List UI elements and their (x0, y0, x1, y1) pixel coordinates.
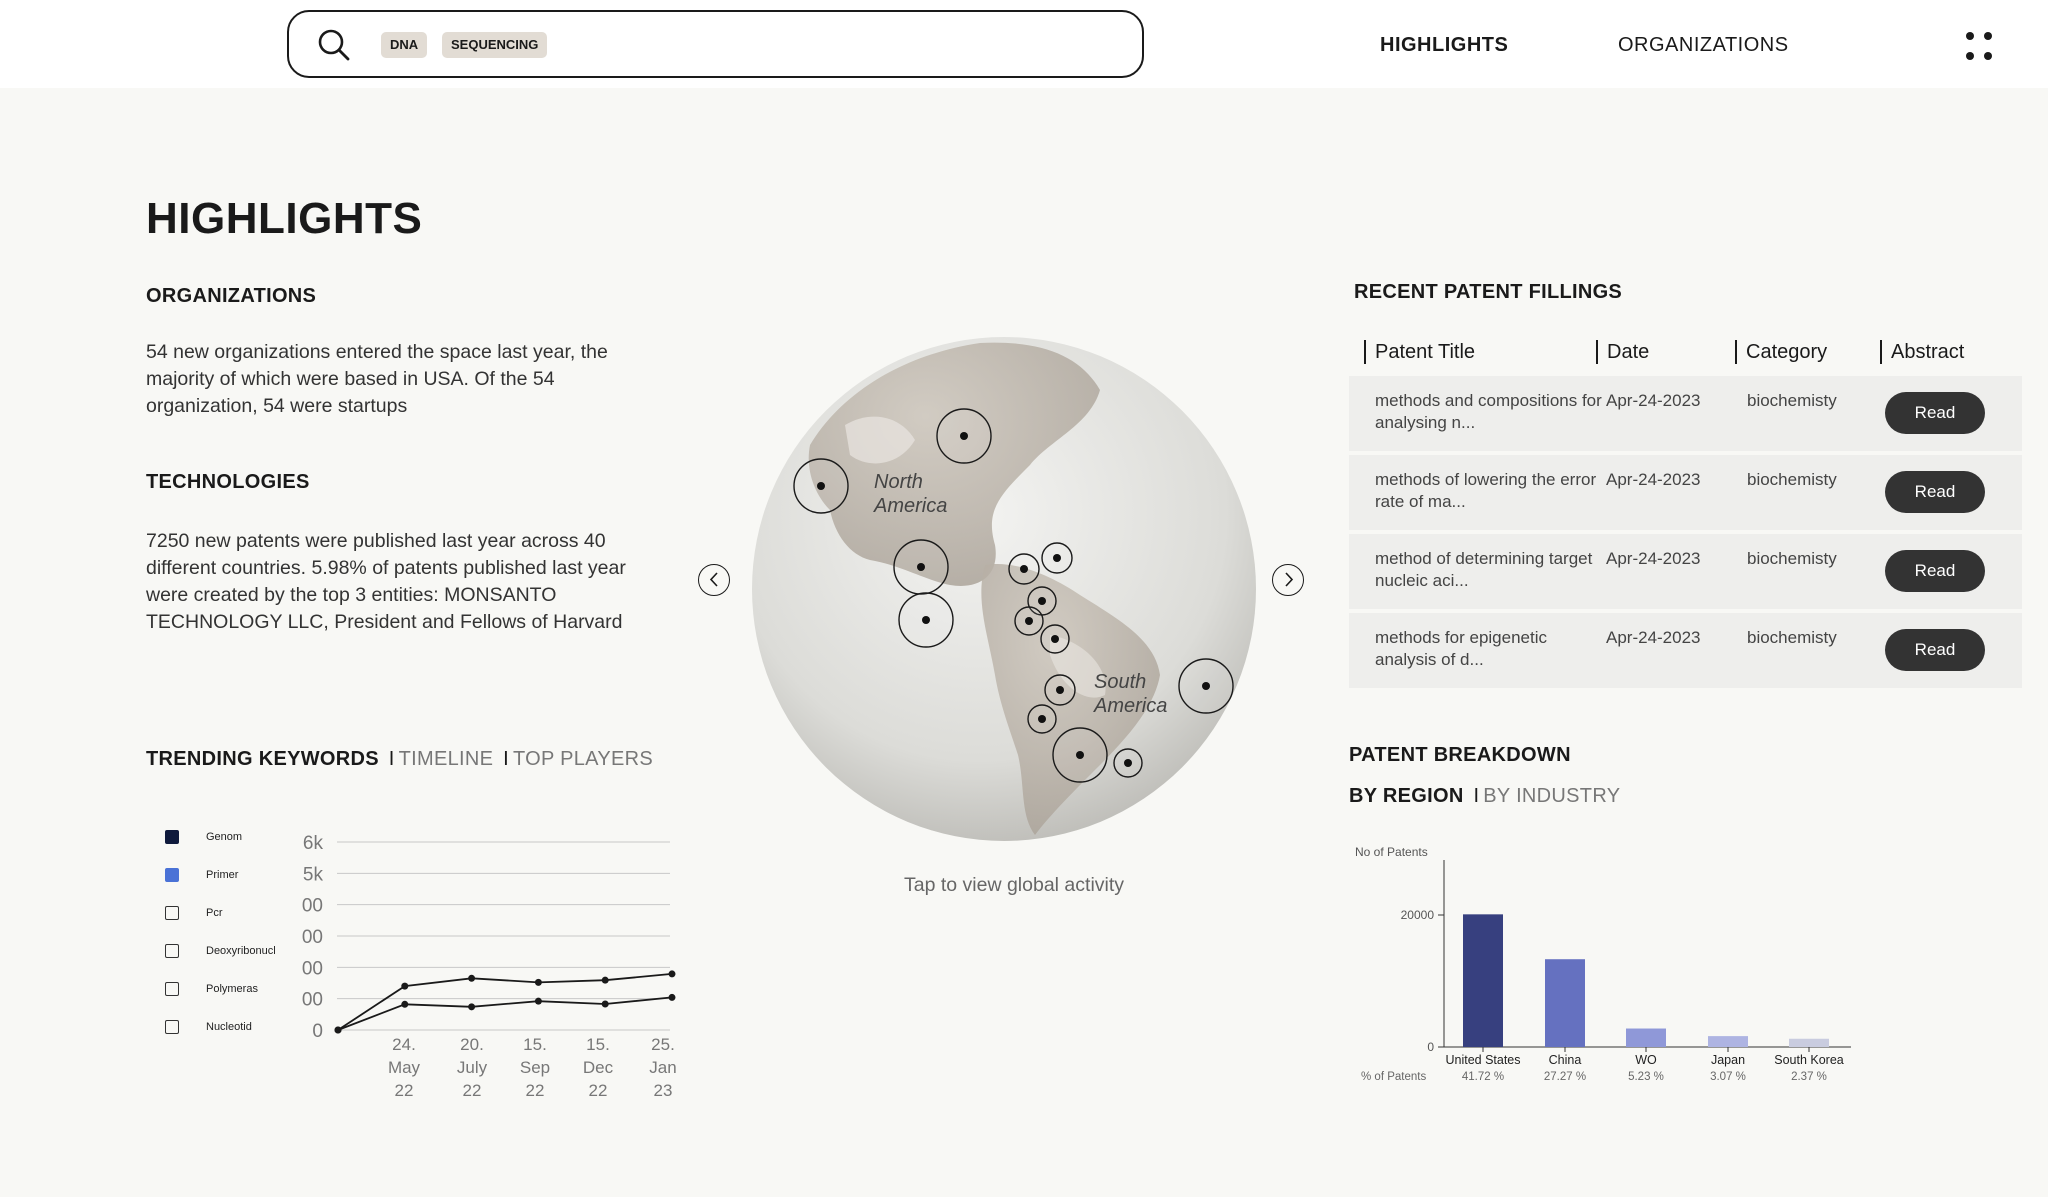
x-tick-label: 20. (460, 1035, 484, 1054)
x-tick-label: 23 (653, 1081, 673, 1100)
percent-row-label: % of Patents (1361, 1071, 1427, 1083)
patent-category: biochemisty (1747, 628, 1837, 647)
legend-checkbox[interactable] (165, 830, 179, 844)
trending-tabs (146, 748, 653, 771)
data-point[interactable] (335, 1027, 342, 1034)
nav-organizations[interactable]: ORGANIZATIONS (1618, 34, 1789, 56)
percent-label: 5.23 % (1628, 1071, 1664, 1083)
legend-label: Deoxyribonucl (206, 945, 276, 957)
legend-checkbox[interactable] (165, 1020, 179, 1034)
y-tick-label: 00 (301, 958, 323, 980)
patent-date: Apr-24-2023 (1606, 470, 1701, 489)
tab-top-players[interactable]: TOP PLAYERS (512, 748, 653, 770)
y-tick-label: 6k (302, 833, 323, 854)
legend-label: Nucleotid (206, 1021, 252, 1033)
patent-category: biochemisty (1747, 549, 1837, 568)
legend-checkbox[interactable] (165, 906, 179, 920)
recent-patents-title: RECENT PATENT FILLINGS (1354, 281, 1623, 303)
percent-label: 27.27 % (1543, 1071, 1587, 1083)
x-tick-label: 22 (525, 1081, 545, 1100)
y-tick-label: 00 (301, 895, 323, 917)
tab-timeline[interactable]: TIMELINE (398, 748, 494, 770)
activity-marker-dot (1038, 597, 1046, 605)
trending-keywords-chart (280, 820, 700, 1100)
chevron-right-icon (1274, 565, 1303, 594)
x-tick-label: 24. (392, 1035, 416, 1054)
legend-label: Primer (206, 869, 239, 881)
globe-prev-button[interactable] (698, 564, 730, 596)
globe-next-button[interactable] (1272, 564, 1304, 596)
bar-south-korea[interactable] (1789, 1039, 1829, 1047)
table-row[interactable] (1349, 376, 2022, 451)
x-tick-label: Dec (582, 1058, 614, 1077)
patent-title: method of determining target nucleic aci... (1375, 549, 1593, 590)
menu-dots-icon[interactable] (1966, 32, 1994, 64)
y-tick-label: 0 (312, 1021, 323, 1042)
bar-wo[interactable] (1626, 1029, 1666, 1047)
col-date[interactable]: Date (1596, 340, 1649, 364)
legend-checkbox[interactable] (165, 944, 179, 958)
col-patent-title[interactable]: Patent Title (1364, 340, 1475, 364)
activity-marker-dot (917, 563, 925, 571)
x-tick-label: Japan (1710, 1053, 1746, 1067)
tab-separator: I (503, 748, 509, 770)
x-tick-label: United States (1445, 1053, 1521, 1067)
y-tick-label: 00 (301, 927, 323, 948)
patent-region-chart (1349, 838, 1869, 1088)
legend-label: Polymeras (206, 983, 258, 995)
x-tick-label: South Korea (1774, 1053, 1844, 1067)
col-abstract: Abstract (1880, 340, 1964, 364)
tab-trending-keywords[interactable]: TRENDING KEYWORDS (146, 748, 379, 770)
x-tick-label: WO (1635, 1053, 1657, 1067)
activity-marker-dot (922, 616, 930, 624)
legend-checkbox[interactable] (165, 982, 179, 996)
patent-date: Apr-24-2023 (1606, 549, 1701, 568)
activity-marker-dot (1051, 635, 1059, 643)
globe-label-america: America (874, 495, 948, 517)
patent-title: methods and compositions for analysing n... (1375, 391, 1602, 432)
search-chip-dna[interactable]: DNA (381, 32, 427, 58)
data-point[interactable] (669, 994, 676, 1001)
globe-label-south: South (1094, 671, 1147, 693)
x-tick-label: 15. (523, 1035, 547, 1054)
search-icon[interactable] (317, 28, 351, 62)
data-point[interactable] (468, 1003, 475, 1010)
globe-label-north: North (874, 471, 923, 493)
activity-marker-dot (1053, 554, 1061, 562)
table-row[interactable] (1349, 455, 2022, 530)
x-tick-label: China (1548, 1053, 1582, 1067)
x-tick-label: May (387, 1058, 421, 1077)
data-point[interactable] (602, 1000, 609, 1007)
globe-map[interactable] (750, 335, 1258, 843)
nav-highlights[interactable]: HIGHLIGHTS (1380, 34, 1509, 56)
data-point[interactable] (669, 970, 676, 977)
search-chip-sequencing[interactable]: SEQUENCING (442, 32, 547, 58)
percent-label: 41.72 % (1461, 1071, 1505, 1083)
legend-label: Pcr (206, 907, 223, 919)
y-tick-label: 5k (302, 864, 323, 886)
x-tick-label: July (456, 1058, 488, 1077)
x-tick-label: Jan (649, 1058, 677, 1077)
legend-checkbox[interactable] (165, 868, 179, 882)
patent-date: Apr-24-2023 (1606, 628, 1701, 647)
read-button[interactable]: Read (1885, 629, 1985, 671)
activity-marker-dot (1202, 682, 1210, 690)
patent-title: methods for epigenetic analysis of d... (1375, 628, 1547, 669)
top-header (0, 0, 2048, 88)
data-point[interactable] (468, 975, 475, 982)
x-tick-label: 25. (651, 1035, 675, 1054)
page-title: HIGHLIGHTS (146, 194, 423, 243)
data-point[interactable] (535, 979, 542, 986)
series-line-primer (338, 997, 672, 1030)
read-button[interactable]: Read (1885, 471, 1985, 513)
data-point[interactable] (401, 983, 408, 990)
table-row[interactable] (1349, 534, 2022, 609)
data-point[interactable] (535, 998, 542, 1005)
tab-separator: I (1473, 785, 1480, 807)
bar-japan[interactable] (1708, 1036, 1748, 1047)
legend-label: Genom (206, 831, 243, 843)
col-category[interactable]: Category (1735, 340, 1827, 364)
globe-caption: Tap to view global activity (904, 874, 1125, 896)
globe-label-america: America (1094, 695, 1168, 717)
percent-label: 2.37 % (1791, 1071, 1827, 1083)
read-button[interactable]: Read (1885, 392, 1985, 434)
y-axis-label: No of Patents (1355, 845, 1428, 859)
tab-by-industry[interactable]: BY INDUSTRY (1483, 785, 1621, 807)
technologies-title: TECHNOLOGIES (146, 471, 310, 493)
table-row[interactable] (1349, 613, 2022, 688)
y-tick-label: 00 (301, 989, 323, 1011)
tab-by-region[interactable]: BY REGION (1349, 785, 1464, 807)
chevron-left-icon (700, 565, 729, 594)
bar-china[interactable] (1545, 959, 1585, 1047)
x-tick-label: 22 (462, 1081, 482, 1100)
read-button[interactable]: Read (1885, 550, 1985, 592)
data-point[interactable] (401, 1001, 408, 1008)
search-bar[interactable] (287, 10, 1144, 78)
organizations-text: 54 new organizations entered the space last year, the majority of which were based in USA. Of the 54 organization, 54 were startups (146, 341, 608, 417)
bar-united-states[interactable] (1463, 914, 1503, 1047)
activity-marker-dot (817, 482, 825, 490)
x-tick-label: 15. (586, 1035, 610, 1054)
percent-label: 3.07 % (1710, 1071, 1746, 1083)
x-tick-label: Sep (519, 1058, 551, 1077)
activity-marker-dot (1076, 751, 1084, 759)
organizations-title: ORGANIZATIONS (146, 285, 317, 307)
y-tick-label: 20000 (1400, 908, 1434, 922)
activity-marker-dot (1020, 565, 1028, 573)
x-tick-label: 22 (588, 1081, 608, 1100)
technologies-text: 7250 new patents were published last year across 40 different countries. 5.98% of patents published last year were created by the top 3 entities: MONSANTO TECHNOLOGY LLC, President and Fellows of Harvard (146, 530, 626, 633)
activity-marker-dot (1124, 759, 1132, 767)
activity-marker-dot (1038, 715, 1046, 723)
patent-category: biochemisty (1747, 470, 1837, 489)
activity-marker-dot (1025, 617, 1033, 625)
breakdown-tabs (1349, 785, 1620, 808)
data-point[interactable] (602, 977, 609, 984)
tab-separator: I (388, 748, 395, 770)
patent-category: biochemisty (1747, 391, 1837, 410)
activity-marker-dot (960, 432, 968, 440)
patent-date: Apr-24-2023 (1606, 391, 1701, 410)
patent-breakdown-title: PATENT BREAKDOWN (1349, 744, 1571, 766)
x-tick-label: 22 (394, 1081, 414, 1100)
y-tick-label: 0 (1427, 1040, 1434, 1054)
patent-title: methods of lowering the error rate of ma... (1375, 470, 1597, 511)
activity-marker-dot (1056, 686, 1064, 694)
